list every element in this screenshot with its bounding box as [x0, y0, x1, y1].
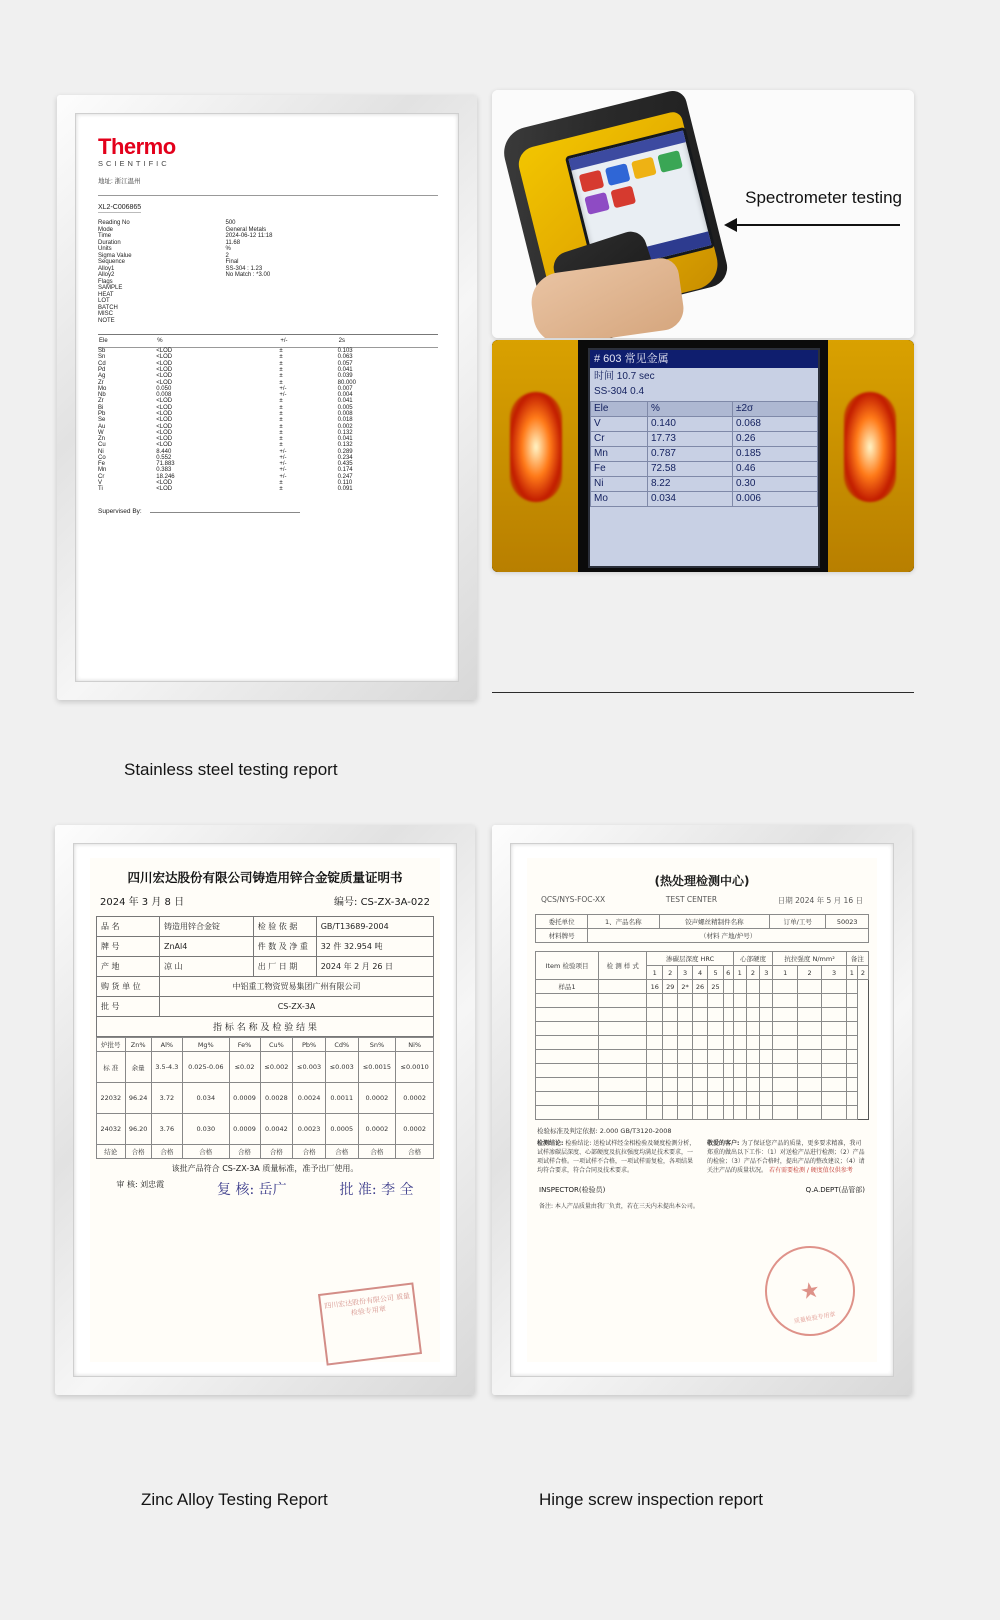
zinc-sign-approver: 批 准: 李 全	[339, 1182, 414, 1198]
supervised-by-label: Supervised By:	[98, 508, 142, 516]
table-header-row: Ele % +/- 2s	[98, 337, 438, 348]
table-row: 批 号 CS-ZX-3A	[97, 997, 434, 1017]
table-row: 材料牌号 （材料 产地/炉号）	[536, 929, 869, 943]
hinge-report-frame	[492, 825, 912, 1395]
table-row: Sb <LOD ± 0.103	[98, 348, 353, 355]
app-icon-6	[610, 186, 636, 209]
table-row: Alloy2 No Match : *3.00	[98, 272, 271, 278]
hinge-stamp-text: 质量检验专用章	[793, 1310, 837, 1326]
table-row: NOTE	[98, 317, 115, 324]
table-row: 购 货 单 位 中铝重工物资贸易集团广州有限公司	[97, 977, 434, 997]
table-row: Mn 0.787 0.185	[591, 447, 818, 462]
table-row: Fe 72.58 0.46	[591, 462, 818, 477]
section-divider	[492, 692, 914, 693]
lcd-alloy: SS-304 0.4	[594, 386, 645, 397]
table-row	[536, 1078, 869, 1092]
hinge-note-left	[537, 1139, 697, 1175]
hinge-header-center: TEST CENTER	[665, 895, 718, 904]
table-row: Cu <LOD ± 0.132	[98, 442, 353, 449]
table-row: 样品1 16 29 2* 26 25	[536, 980, 869, 994]
app-icon-4	[657, 150, 683, 173]
table-row: Reading No 500	[98, 220, 236, 226]
spectrometer-scene	[492, 90, 914, 338]
thermo-logo: Thermo	[98, 134, 176, 159]
table-header-row: 1 2 3 4 5 6 1 2 3 1 2 3 1 2	[536, 966, 869, 980]
hinge-company-stamp	[758, 1239, 862, 1343]
table-row: LOT	[98, 298, 110, 304]
table-row: HEAT	[98, 291, 114, 298]
thermo-element-table	[98, 337, 438, 492]
table-row: Cr 18.246 +/- 0.247	[98, 473, 353, 480]
zinc-report-title: 四川宏达股份有限公司铸造用锌合金锭质量证明书	[127, 870, 403, 885]
zinc-report-date: 2024 年 3 月 8 日	[100, 897, 185, 908]
table-row: Nb 0.008 +/- 0.004	[98, 392, 353, 399]
table-row: Zr <LOD ± 80.000	[98, 379, 356, 386]
thermo-document-id: XL2-C006865	[98, 204, 142, 211]
table-row: 产 地 凉 山 出 厂 日 期 2024 年 2 月 26 日	[97, 957, 434, 977]
hinge-report-page	[510, 843, 894, 1377]
table-row: Time 2024-06-12 11:18	[98, 233, 273, 239]
table-row	[536, 1092, 869, 1106]
table-row: MISC	[98, 311, 113, 317]
table-row: Cr 17.73 0.26	[591, 432, 818, 447]
table-row: V <LOD ± 0.110	[98, 480, 353, 487]
table-row: Alloy1 SS-304 : 1.23	[98, 265, 263, 272]
spectrometer-annotation-label: Spectrometer testing	[745, 188, 902, 207]
hinge-qa-label: Q.A.DEPT(品管部)	[805, 1186, 865, 1194]
table-row: 品 名 铸造用锌合金锭 检 验 依 据 GB/T13689-2004	[97, 917, 434, 937]
hinge-note-right	[707, 1139, 867, 1175]
zinc-info-table	[96, 916, 434, 1037]
app-icon-3	[631, 157, 657, 180]
hinge-bottom-note: 备注: 本人产品质量由我厂负责，若在三天内未提出本公司。	[539, 1203, 699, 1210]
zinc-report-subheader	[100, 893, 430, 908]
arrow-shaft	[736, 224, 900, 226]
zinc-alloy-report-page	[73, 843, 457, 1377]
stainless-steel-report-frame	[57, 95, 477, 700]
table-row: Cd <LOD ± 0.057	[98, 360, 353, 367]
hinge-note-right-body: 为了保证您产品的质量，更多要求精准，我司郑重的做出以下工作：（1）对送检产品进行检测；（2）产品的检验；（3）产品不合格时，提出产品的整改建议；（4）请关注产品的质量状况。	[707, 1140, 865, 1174]
hinge-report-header	[541, 895, 863, 906]
zinc-company-stamp: 四川宏达股份有限公司 质量检验专用章	[318, 1282, 422, 1365]
table-row: Sn <LOD ± 0.063	[98, 354, 353, 361]
hinge-note-right-title: 敬爱的客户:	[707, 1140, 740, 1147]
table-row: Mo 0.034 0.006	[591, 492, 818, 507]
table-row: Pd <LOD ± 0.041	[98, 366, 353, 373]
table-row: Mn 0.383 +/- 0.174	[98, 467, 353, 474]
hinge-standard-note: 检验标准及判定依据: 2.000 GB/T3120-2008	[537, 1127, 672, 1135]
zinc-sign-checker: 复 核: 岳广	[217, 1182, 287, 1198]
table-header-row: Ele % ±2σ	[591, 402, 818, 417]
lcd-results-table	[590, 401, 818, 507]
table-row: 22032 96.24 3.72 0.034 0.0009 0.0028 0.0024 0.0011 0.0002 0.0002	[97, 1083, 434, 1114]
hinge-results-body	[536, 980, 869, 1120]
table-row	[536, 1106, 869, 1120]
table-row: Bi <LOD ± 0.005	[98, 404, 353, 411]
table-row: Ni 8.22 0.30	[591, 477, 818, 492]
table-row: 牌 号 ZnAl4 件 数 及 净 重 32 件 32.954 吨	[97, 937, 434, 957]
hinge-signature-row	[539, 1185, 865, 1195]
table-row	[536, 1022, 869, 1036]
app-icon-2	[605, 163, 631, 186]
spectrometer-photo	[492, 90, 914, 338]
table-row: Zr <LOD ± 0.041	[98, 398, 353, 405]
zinc-results-table	[96, 1037, 434, 1159]
table-row: Ag <LOD ± 0.039	[98, 373, 353, 380]
table-row: Ti <LOD ± 0.091	[98, 486, 353, 493]
zinc-report-number: 编号: CS-ZX-3A-022	[334, 897, 430, 908]
table-row	[536, 1050, 869, 1064]
zinc-conclusion: 该批产品符合 CS-ZX-3A 质量标准，准予出厂使用。	[171, 1164, 359, 1173]
hinge-header-left: QCS/NYS-FOC-XX	[541, 895, 606, 904]
hinge-inspector-label: INSPECTOR(检验员)	[539, 1186, 606, 1194]
app-icon-5	[584, 192, 610, 215]
table-row: Co 0.552 +/- 0.234	[98, 454, 353, 461]
table-row: Ni 8.440 +/- 0.289	[98, 448, 353, 455]
table-row: Flags	[98, 278, 113, 285]
hinge-results-table	[535, 951, 869, 1120]
zinc-alloy-report-frame	[55, 825, 475, 1395]
hinge-note-highlight: 若有需要检测 / 硬度值仅供参考	[768, 1167, 853, 1174]
table-row	[536, 1008, 869, 1022]
thermo-meta-table	[98, 220, 438, 324]
table-row: 委托单位 1、产品名称 铰声螺丝精制件名称 订单/工号 50023	[536, 915, 869, 929]
thermo-supervised-by	[98, 504, 438, 515]
hinge-notes-block	[537, 1139, 867, 1175]
table-row: BATCH	[98, 304, 118, 311]
thermo-logo-subtitle: SCIENTIFIC	[98, 159, 170, 168]
hinge-header-right: 日期 2024 年 5 月 16 日	[777, 896, 863, 905]
table-row: 24032 96.20 3.76 0.030 0.0009 0.0042 0.0023 0.0005 0.0002 0.0002	[97, 1114, 434, 1145]
table-row: 结论 合格 合格 合格 合格 合格 合格 合格 合格 合格	[97, 1145, 434, 1159]
table-row: W <LOD ± 0.132	[98, 429, 353, 436]
table-row: 指 标 名 称 及 检 验 结 果	[97, 1017, 434, 1037]
stainless-steel-report-page	[75, 113, 459, 682]
lcd-title: # 603 常见金属	[590, 350, 818, 368]
table-row: Fe 71.883 +/- 0.435	[98, 461, 353, 468]
thermo-address: 地址: 浙江温州	[98, 178, 141, 185]
annotation-arrow-icon	[724, 218, 900, 232]
table-row: Sequence Final	[98, 259, 239, 265]
table-row: Pb <LOD ± 0.008	[98, 410, 353, 417]
caption-hinge: Hinge screw inspection report	[539, 1490, 763, 1509]
table-row	[536, 1064, 869, 1078]
zinc-sign-reviewer: 审 核: 刘忠霞	[116, 1180, 165, 1189]
app-icon-1	[579, 170, 605, 193]
table-header-row: Item 检验项目 检 测 样 式 渗碳层深度 HRC 心部硬度 抗拉强度 N/mm² 备注	[536, 952, 869, 966]
right-glow-light	[844, 392, 896, 502]
table-row: Mode General Metals	[98, 226, 267, 233]
table-row: Sigma Value 2	[98, 252, 229, 259]
caption-stainless-steel: Stainless steel testing report	[124, 760, 338, 779]
thermo-results-divider	[98, 334, 438, 335]
hinge-info-table	[535, 914, 869, 943]
table-row: V 0.140 0.068	[591, 417, 818, 432]
thermo-header-divider	[98, 195, 438, 196]
hinge-note-left-title: 检测结论:	[537, 1140, 564, 1147]
table-row	[536, 994, 869, 1008]
reading-lcd	[588, 348, 820, 568]
star-icon: ★	[798, 1276, 822, 1305]
lcd-time: 时间 10.7 sec	[594, 371, 655, 382]
table-row	[536, 1036, 869, 1050]
table-row: 标 准 余量 3.5-4.3 0.025-0.06 ≤0.02 ≤0.002 ≤0.003 ≤0.003 ≤0.0015 ≤0.0010	[97, 1052, 434, 1083]
signature-line	[150, 504, 300, 513]
table-row: SAMPLE	[98, 285, 123, 291]
caption-zinc-alloy: Zinc Alloy Testing Report	[141, 1490, 328, 1509]
reading-scene	[492, 340, 914, 572]
table-row: Duration 11.68	[98, 239, 241, 246]
spectrometer-reading-photo	[492, 340, 914, 572]
zinc-signatures	[90, 1179, 440, 1199]
table-row: Se <LOD ± 0.018	[98, 417, 353, 424]
table-row: Zn <LOD ± 0.041	[98, 436, 353, 443]
table-row: Au <LOD ± 0.002	[98, 423, 353, 430]
table-header-row: 炉批号 Zn% Al% Mg% Fe% Cu% Pb% Cd% Sn% Ni%	[97, 1038, 434, 1052]
left-glow-light	[510, 392, 562, 502]
table-row: Units %	[98, 246, 231, 252]
hinge-report-title: (热处理检测中心)	[654, 874, 750, 888]
hinge-note-left-body: 检验结论: 送检试样经金相检验及硬度检测分析，试样渗碳层深度、心部硬度及抗拉强度均满足技术要求，一项试样合格。一项试样不合格，一项试样需复检，各项结果均符合要求，符合合同及技术要求。	[537, 1140, 696, 1174]
table-row: Mo 0.050 +/- 0.007	[98, 385, 353, 392]
